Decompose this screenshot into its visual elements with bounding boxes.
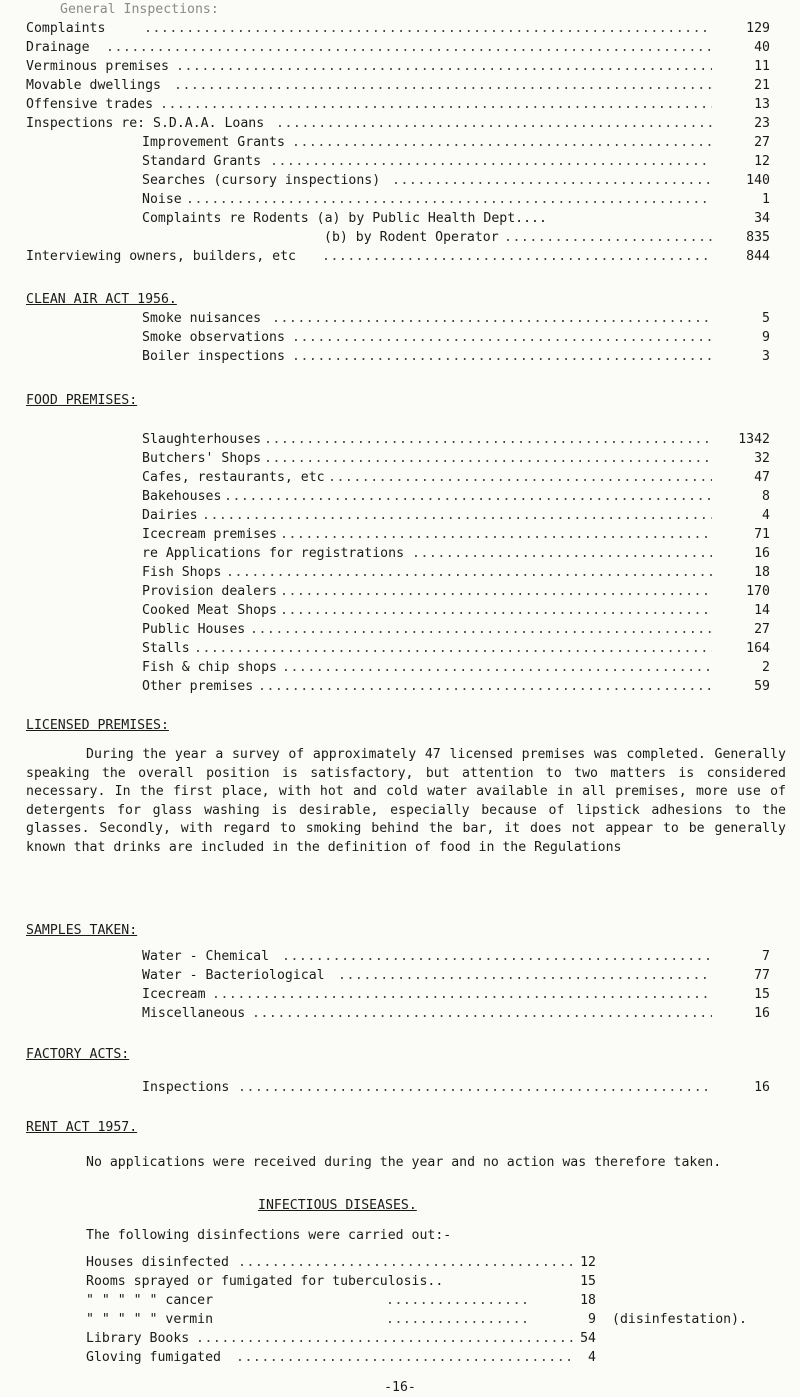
- item-value: 21: [754, 78, 770, 93]
- item-label: Icecream: [142, 987, 206, 1002]
- item-label: Smoke observations: [142, 330, 285, 345]
- list-item: [142, 190, 786, 209]
- item-value: 14: [754, 603, 770, 618]
- list-item: [26, 19, 786, 38]
- infectious-intro: The following disinfections were carried out:-: [86, 1228, 452, 1243]
- list-item: [142, 658, 786, 677]
- item-label: Inspections: [142, 1080, 230, 1095]
- item-value: 1: [762, 192, 770, 207]
- item-label: Rooms sprayed or fumigated for tuberculosis..: [86, 1274, 444, 1289]
- item-label: Cooked Meat Shops: [142, 603, 277, 618]
- section-title-rent: RENT ACT 1957.: [26, 1120, 138, 1135]
- section-title-factory: FACTORY ACTS:: [26, 1047, 130, 1062]
- item-value: 32: [754, 451, 770, 466]
- item-label: Complaints: [26, 21, 106, 36]
- list-item: [86, 1310, 800, 1329]
- list-item: [142, 563, 786, 582]
- item-value: 59: [754, 679, 770, 694]
- list-item: [26, 114, 786, 133]
- section-title-clean-air: CLEAN AIR ACT 1956.: [26, 292, 177, 307]
- item-value: 18: [754, 565, 770, 580]
- list-item: [142, 639, 786, 658]
- item-value: 34: [754, 211, 770, 226]
- item-note: (disinfestation).: [612, 1312, 747, 1327]
- paragraph-text: During the year a survey of approximately 47 licensed premises was completed. Generally speaking the overall position is satisfactory, but attention to two matters is considered necessary. In the first place, with hot and cold water available in all premises, more use of detergents for glass washing is desirable, especially because of lipstick adhesions to the glasses. Secondly, with regard to smoking behind the bar, it does not appear to be generally known that drinks are included in the definition of food in the Regulations: [26, 747, 786, 855]
- list-item: [142, 525, 786, 544]
- item-label: (b) by Rodent Operator: [324, 230, 499, 245]
- item-value: 13: [754, 97, 770, 112]
- item-value: 8: [762, 489, 770, 504]
- item-value: 7: [762, 949, 770, 964]
- item-label: Icecream premises: [142, 527, 277, 542]
- section-title-samples: SAMPLES TAKEN:: [26, 923, 138, 938]
- item-label: Noise: [142, 192, 182, 207]
- item-label: Interviewing owners, builders, etc: [26, 249, 296, 264]
- item-value: 16: [754, 546, 770, 561]
- list-item: [142, 677, 786, 696]
- item-label: Library Books: [86, 1331, 190, 1346]
- item-label: Verminous premises: [26, 59, 169, 74]
- item-value: 844: [746, 249, 770, 264]
- list-item: [142, 430, 786, 449]
- list-item: [142, 1078, 786, 1097]
- item-label: Provision dealers: [142, 584, 277, 599]
- item-label: Fish Shops: [142, 565, 222, 580]
- list-item: [142, 133, 786, 152]
- paragraph-text: No applications were received during the year and no action was therefore taken.: [86, 1155, 722, 1170]
- item-label: Houses disinfected: [86, 1255, 229, 1270]
- item-value: 12: [754, 154, 770, 169]
- item-value: 835: [746, 230, 770, 245]
- list-item: [86, 1291, 606, 1310]
- item-value: 5: [762, 311, 770, 326]
- item-value: 4: [762, 508, 770, 523]
- list-item: [142, 309, 786, 328]
- item-value: 1342: [738, 432, 770, 447]
- item-value: 12: [580, 1255, 596, 1270]
- item-label: Water - Bacteriological: [142, 968, 325, 983]
- item-value: 15: [754, 987, 770, 1002]
- list-item: [26, 38, 786, 57]
- item-label: Butchers' Shops: [142, 451, 262, 466]
- item-value: 40: [754, 40, 770, 55]
- list-item: [142, 468, 786, 487]
- item-label: Slaughterhouses: [142, 432, 262, 447]
- list-item: [142, 209, 786, 228]
- list-item: [86, 1272, 606, 1291]
- list-item: [142, 620, 786, 639]
- list-item: [142, 947, 786, 966]
- item-value: 129: [746, 21, 770, 36]
- item-value: 170: [746, 584, 770, 599]
- list-item: [142, 966, 786, 985]
- item-label: Boiler inspections: [142, 349, 285, 364]
- item-label: Other premises: [142, 679, 254, 694]
- item-label: Gloving fumigated: [86, 1350, 221, 1365]
- list-item: [26, 95, 786, 114]
- list-item: [142, 506, 786, 525]
- list-item: [86, 1253, 606, 1272]
- list-item: [142, 601, 786, 620]
- section-title-infectious: INFECTIOUS DISEASES.: [258, 1198, 417, 1213]
- list-item: [142, 985, 786, 1004]
- list-item: [26, 76, 786, 95]
- item-value: 27: [754, 135, 770, 150]
- item-value: 15: [580, 1274, 596, 1289]
- item-value: 23: [754, 116, 770, 131]
- page-number: -16-: [384, 1380, 416, 1395]
- item-label: Fish & chip shops: [142, 660, 277, 675]
- item-label: Miscellaneous: [142, 1006, 246, 1021]
- item-label: Stalls: [142, 641, 190, 656]
- item-label: Water - Chemical: [142, 949, 270, 964]
- item-label: " " " " " cancer: [86, 1293, 214, 1308]
- list-item: [86, 1348, 606, 1367]
- item-value: 9: [588, 1312, 596, 1327]
- section-title-licensed: LICENSED PREMISES:: [26, 718, 169, 733]
- list-item: [142, 582, 786, 601]
- item-label: " " " " " vermin: [86, 1312, 214, 1327]
- list-item: [142, 1004, 786, 1023]
- item-label: Inspections re: S.D.A.A. Loans: [26, 116, 265, 131]
- list-item: [142, 487, 786, 506]
- item-label: Public Houses: [142, 622, 246, 637]
- item-value: 3: [762, 349, 770, 364]
- list-item: [142, 544, 786, 563]
- item-label: Standard Grants: [142, 154, 262, 169]
- item-label: Drainage: [26, 40, 90, 55]
- licensed-paragraph: [26, 746, 786, 858]
- item-label: Cafes, restaurants, etc: [142, 470, 325, 485]
- list-item: [142, 328, 786, 347]
- item-value: 18: [580, 1293, 596, 1308]
- item-label: Bakehouses: [142, 489, 222, 504]
- item-label: Complaints re Rodents (a) by Public Health Dept....: [142, 211, 547, 226]
- item-value: 16: [754, 1006, 770, 1021]
- item-label: Dairies: [142, 508, 198, 523]
- list-item: [142, 347, 786, 366]
- item-value: 140: [746, 173, 770, 188]
- list-item: [142, 152, 786, 171]
- item-label: Searches (cursory inspections): [142, 173, 381, 188]
- section-header: General Inspections:: [60, 2, 219, 17]
- item-label: Movable dwellings: [26, 78, 161, 93]
- item-label: Smoke nuisances: [142, 311, 262, 326]
- list-item: [142, 449, 786, 468]
- item-value: 77: [754, 968, 770, 983]
- list-item: [86, 1329, 606, 1348]
- item-value: 54: [580, 1331, 596, 1346]
- item-label: re Applications for registrations: [142, 546, 405, 561]
- list-item: [142, 171, 786, 190]
- list-item: [324, 228, 786, 247]
- item-value: 4: [588, 1350, 596, 1365]
- item-value: 16: [754, 1080, 770, 1095]
- item-value: 27: [754, 622, 770, 637]
- item-value: 9: [762, 330, 770, 345]
- section-title-food: FOOD PREMISES:: [26, 393, 138, 408]
- item-value: 11: [754, 59, 770, 74]
- list-item: [26, 57, 786, 76]
- item-value: 164: [746, 641, 770, 656]
- item-value: 71: [754, 527, 770, 542]
- item-label: Offensive trades: [26, 97, 154, 112]
- list-item: [26, 247, 786, 266]
- item-value: 47: [754, 470, 770, 485]
- rent-paragraph: [26, 1154, 786, 1173]
- item-value: 2: [762, 660, 770, 675]
- item-label: Improvement Grants: [142, 135, 285, 150]
